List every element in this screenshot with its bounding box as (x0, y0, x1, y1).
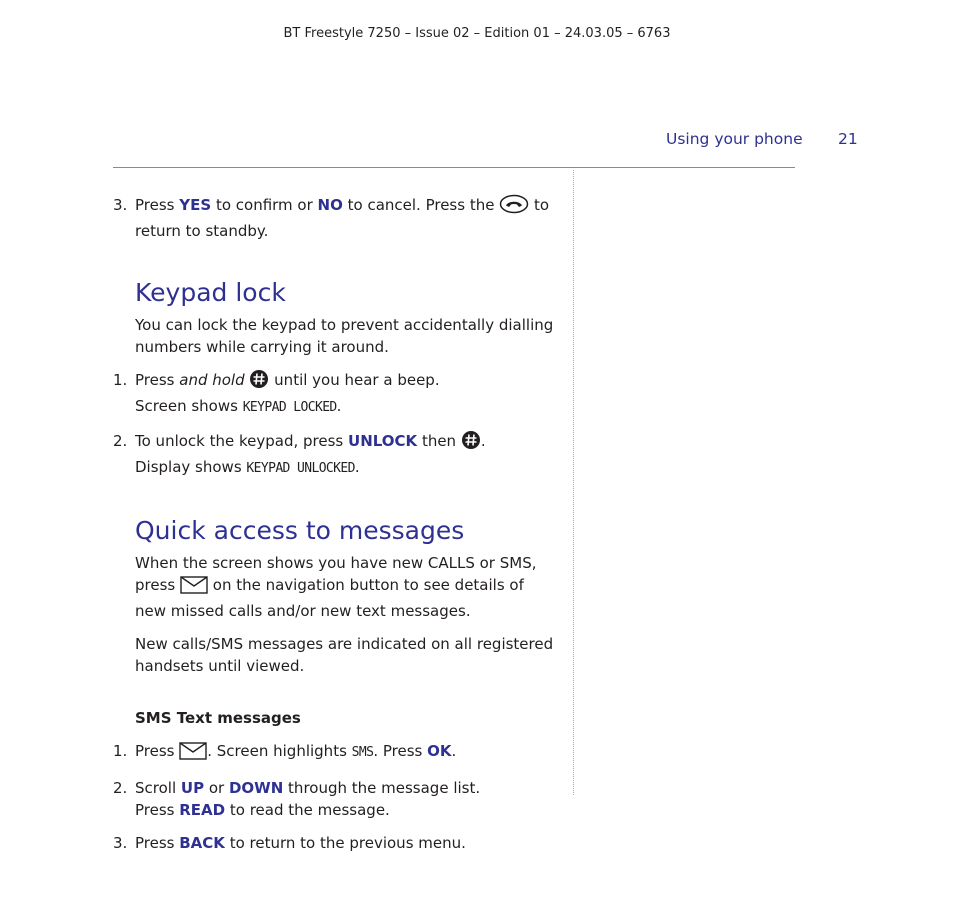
display-text: KEYPAD UNLOCKED (246, 461, 355, 476)
end-call-icon (499, 194, 529, 220)
display-text: SMS (351, 745, 374, 760)
main-column (113, 194, 558, 865)
quick-access-note: New calls/SMS messages are indicated on all registered handsets until viewed. (135, 635, 554, 675)
list-item: 2. To unlock the keypad, press UNLOCK then . Display shows KEYPAD UNLOCKED. (113, 432, 486, 476)
back-key: BACK (179, 834, 225, 852)
list-item: 3. Press BACK to return to the previous menu. (113, 834, 466, 852)
page-number: 21 (838, 130, 858, 148)
step-number: 2. (113, 779, 128, 797)
step-number: 1. (113, 371, 128, 389)
down-key: DOWN (228, 779, 284, 797)
hash-key-icon (249, 369, 269, 395)
column-divider (573, 170, 574, 795)
no-key: NO (317, 196, 343, 214)
keypad-lock-intro: You can lock the keypad to prevent accidentally dialling numbers while carrying it around. (135, 316, 554, 356)
step-number: 3. (113, 834, 128, 852)
list-item: 2. Scroll UP or DOWN through the message list. Press READ to read the message. (113, 779, 481, 819)
step-number: 1. (113, 742, 128, 760)
step-number: 3. (113, 196, 128, 214)
read-key: READ (179, 801, 226, 819)
quick-access-intro: When the screen shows you have new CALLS or SMS, press on the navigation button to see details of new missed calls and/or new text messages. (135, 554, 537, 620)
header-divider (113, 167, 795, 168)
heading-keypad-lock: Keypad lock (135, 278, 286, 307)
envelope-icon (179, 742, 207, 766)
heading-quick-access: Quick access to messages (135, 516, 465, 545)
section-title: Using your phone (666, 130, 803, 148)
hash-key-icon (461, 430, 481, 456)
envelope-icon (180, 576, 208, 600)
list-item: 1. Press . Screen highlights SMS. Press OK. (113, 740, 558, 766)
display-text: KEYPAD LOCKED (242, 400, 337, 415)
heading-sms: SMS Text messages (135, 709, 301, 727)
unlock-key: UNLOCK (348, 432, 418, 450)
ok-key: OK (427, 742, 452, 760)
document-info: BT Freestyle 7250 – Issue 02 – Edition 01 – 24.03.05 – 6763 (283, 26, 671, 41)
step-number: 2. (113, 432, 128, 450)
up-key: UP (180, 779, 205, 797)
yes-key: YES (179, 196, 212, 214)
list-item: 1. Press and hold until you hear a beep. Screen shows KEYPAD LOCKED. (113, 371, 440, 415)
list-item: 3. Press YES to confirm or NO to cancel. Press the to return to standby. (113, 196, 550, 240)
